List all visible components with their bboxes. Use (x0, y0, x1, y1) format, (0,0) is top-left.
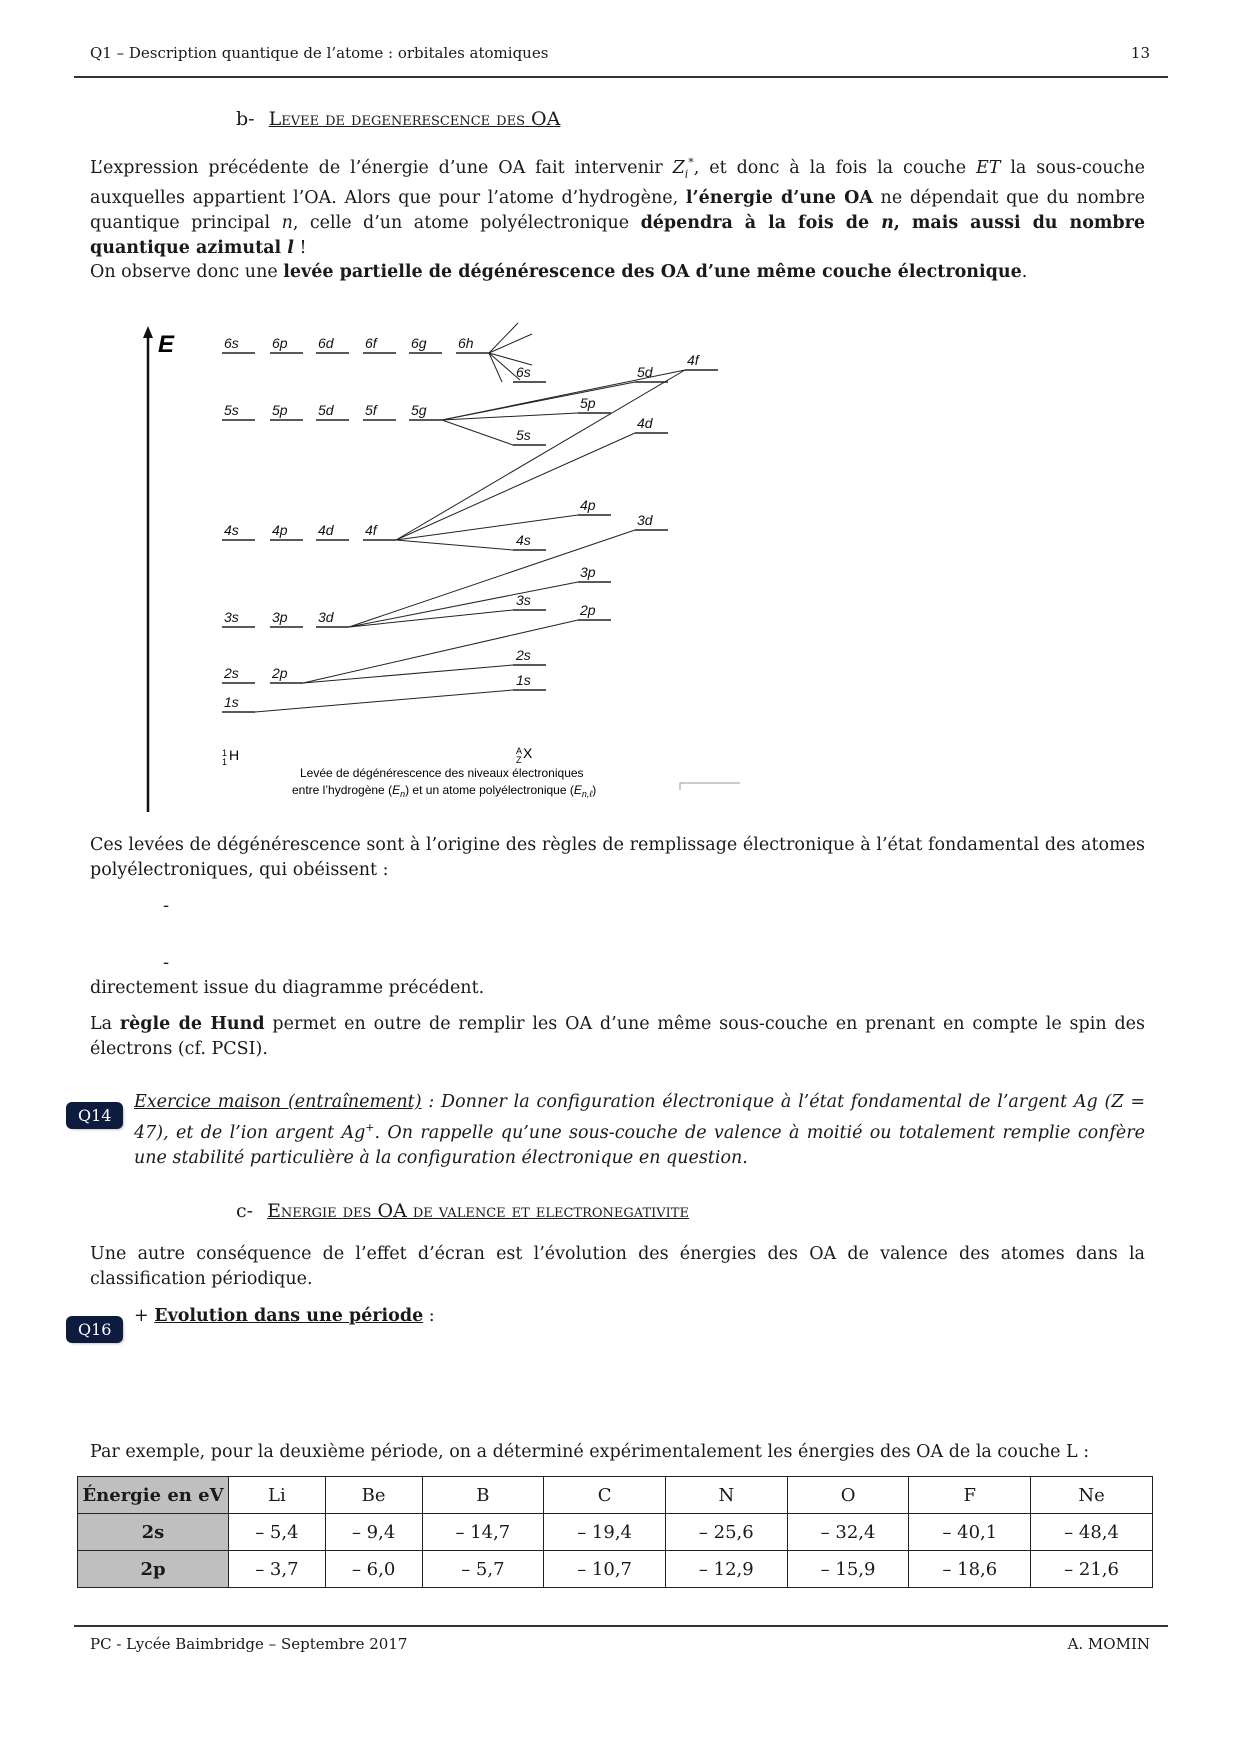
svg-text:6h: 6h (458, 335, 474, 351)
table-cell: – 5,4 (229, 1514, 326, 1551)
table-col-header: O (787, 1477, 909, 1514)
svg-text:5g: 5g (411, 402, 427, 418)
svg-text:2p: 2p (580, 602, 596, 618)
svg-text:2s: 2s (516, 647, 531, 663)
q14-badge: Q14 (68, 1104, 121, 1127)
section-b-heading (236, 108, 560, 130)
table-cell: – 5,7 (422, 1551, 544, 1588)
table-cell: – 10,7 (544, 1551, 666, 1588)
svg-text:3p: 3p (580, 564, 596, 580)
footer-rule (74, 1625, 1168, 1627)
table-cell: – 48,4 (1031, 1514, 1153, 1551)
page-number: 13 (1130, 44, 1150, 62)
table-col-header: B (422, 1477, 544, 1514)
svg-text:5d: 5d (637, 364, 653, 380)
svg-text:6p: 6p (272, 335, 288, 351)
exercise-q14: Exercice maison (entraînement) : Donner la configuration électronique à l’état fondamental de l’argent Ag (Z = 47), et de l’ion argent Ag+. On rappelle qu’une sous-couche de valence à moitié ou totalement remplie confère une stabilité particulière à la configuration électronique en question. (134, 1092, 1145, 1168)
paragraph-hund-rule: La règle de Hund permet en outre de remplir les OA d’une même sous-couche en prenant en compte le spin des électrons (cf. PCSI). (90, 1014, 1145, 1059)
q16-heading: + Evolution dans une période : (134, 1306, 435, 1326)
table-cell: – 32,4 (787, 1514, 909, 1551)
svg-text:6d: 6d (318, 335, 334, 351)
svg-text:6f: 6f (365, 335, 377, 351)
table-col-header: Ne (1031, 1477, 1153, 1514)
svg-text:5p: 5p (580, 395, 596, 411)
svg-text:5f: 5f (365, 402, 377, 418)
paragraph-filling-rules: Ces levées de dégénérescence sont à l’origine des règles de remplissage électronique à l’état fondamental des atomes polyélectroniques, qui obéissent : (90, 835, 1145, 880)
table-row (78, 1551, 1153, 1588)
table-cell: – 18,6 (909, 1551, 1031, 1588)
svg-text:5d: 5d (318, 402, 334, 418)
degeneracy-diagram (140, 320, 760, 820)
svg-text:4d: 4d (637, 415, 653, 431)
svg-text:2p: 2p (272, 665, 288, 681)
table-cell: – 19,4 (544, 1514, 666, 1551)
table-col-header: F (909, 1477, 1031, 1514)
header-rule (74, 76, 1168, 78)
energy-table (77, 1476, 1153, 1588)
footer-left: PC - Lycée Baimbridge – Septembre 2017 (90, 1635, 408, 1653)
table-cell: – 25,6 (665, 1514, 787, 1551)
svg-text:6s: 6s (516, 364, 531, 380)
paragraph-diagram-origin: directement issue du diagramme précédent. (90, 978, 485, 998)
svg-text:4d: 4d (318, 522, 334, 538)
section-c-letter: c- (236, 1200, 254, 1222)
q16-badge: Q16 (68, 1318, 121, 1341)
svg-text:4s: 4s (516, 532, 531, 548)
svg-text:6g: 6g (411, 335, 427, 351)
table-cell: – 3,7 (229, 1551, 326, 1588)
scan-artifact-corner (680, 783, 740, 790)
diagram-caption-line2: entre l’hydrogène $(E_n)$ et un atome polyélectronique $(E_{n,\ell})$ (292, 783, 597, 799)
svg-text:4f: 4f (687, 352, 699, 368)
section-c-heading (236, 1200, 689, 1222)
table-col-header: C (544, 1477, 666, 1514)
paragraph-energy-oa: L’expression précédente de l’énergie d’une OA fait intervenir $Z_i^*$, et donc à la fois la couche ET la sous-couche auxquelles appartient l’OA. Alors que pour l’atome d’hydrogène, l’énergie d’une OA ne dépendait que du nombre quantique principal n, celle d’un atome polyélectronique dépendra à la fois de n, mais aussi du nombre quantique azimutal l ! (90, 156, 1146, 259)
table-corner-cell: Énergie en eV (78, 1477, 229, 1514)
table-col-header: Be (325, 1477, 422, 1514)
table-cell: – 6,0 (325, 1551, 422, 1588)
table-cell: – 15,9 (787, 1551, 909, 1588)
table-header-row (78, 1477, 1153, 1514)
svg-text:1s: 1s (224, 694, 239, 710)
svg-text:4f: 4f (365, 522, 377, 538)
footer-author: A. MOMIN (1067, 1635, 1150, 1653)
table-cell: – 21,6 (1031, 1551, 1153, 1588)
diagram-caption-line1: Levée de dégénérescence des niveaux électroniques (300, 766, 584, 780)
table-cell: – 12,9 (665, 1551, 787, 1588)
svg-text:5s: 5s (224, 402, 239, 418)
svg-text:6s: 6s (224, 335, 239, 351)
hydrogen-symbol: $^1$ 1 H (222, 747, 240, 767)
svg-text:3s: 3s (516, 592, 531, 608)
splitting-lines (255, 323, 685, 712)
paragraph-degeneracy: On observe donc une levée partielle de dégénérescence des OA d’une même couche électronique. (90, 262, 1028, 282)
polyelectronic-levels (513, 370, 718, 690)
table-cell: – 40,1 (909, 1514, 1031, 1551)
table-cell: – 9,4 (325, 1514, 422, 1551)
svg-text:3p: 3p (272, 609, 288, 625)
table-col-header: Li (229, 1477, 326, 1514)
running-header-title: Q1 – Description quantique de l’atome : orbitales atomiques (90, 44, 549, 62)
svg-text:3s: 3s (224, 609, 239, 625)
table-col-header: N (665, 1477, 787, 1514)
section-c-title: Energie des OA de valence et electronegativite (267, 1200, 689, 1222)
row-label-2p: 2p (78, 1551, 229, 1588)
paragraph-valence-energy: Une autre conséquence de l’effet d’écran est l’évolution des énergies des OA de valence des atomes dans la classification périodique. (90, 1244, 1145, 1289)
svg-text:1s: 1s (516, 672, 531, 688)
table-cell: – 14,7 (422, 1514, 544, 1551)
svg-text:3d: 3d (637, 512, 653, 528)
svg-text:2s: 2s (224, 665, 239, 681)
svg-text:4p: 4p (272, 522, 288, 538)
svg-text:5s: 5s (516, 427, 531, 443)
svg-text:4p: 4p (580, 497, 596, 513)
section-b-letter: b- (236, 108, 255, 130)
svg-text:4s: 4s (224, 522, 239, 538)
bullet-rule-2: - (163, 952, 170, 973)
svg-text:3d: 3d (318, 609, 334, 625)
energy-axis-label: E (158, 331, 175, 358)
energy-axis-arrow (143, 326, 153, 338)
table-row (78, 1514, 1153, 1551)
svg-text:5p: 5p (272, 402, 288, 418)
bullet-rule-1: - (163, 895, 170, 916)
atom-x-symbol: $^A$ Z X (516, 745, 533, 765)
row-label-2s: 2s (78, 1514, 229, 1551)
paragraph-period-example: Par exemple, pour la deuxième période, on a déterminé expérimentalement les énergies des OA de la couche L : (90, 1442, 1090, 1462)
section-b-title: Levee de degenerescence des OA (268, 108, 561, 130)
